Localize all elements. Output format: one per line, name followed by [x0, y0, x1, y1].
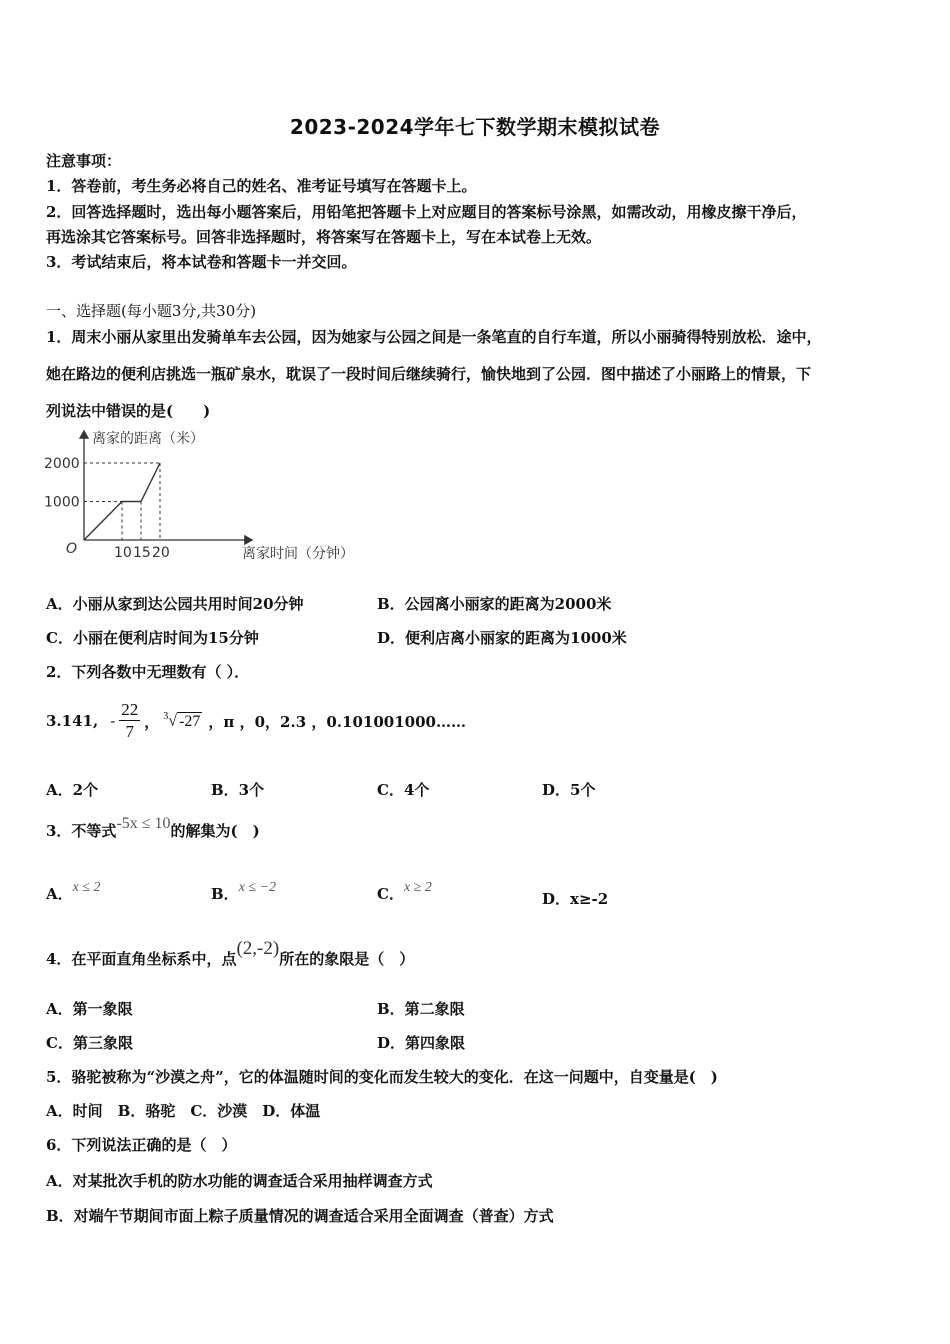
q5-stem: 5．骆驼被称为“沙漠之舟”，它的体温随时间的变化而发生较大的变化．在这一问题中，自变量是( ) [46, 1068, 718, 1086]
page-title: 2023-2024学年七下数学期末模拟试卷 [289, 115, 661, 139]
distance-time-chart [40, 425, 390, 570]
q1-option-a: A．小丽从家到达公园共用时间20分钟 [46, 595, 304, 613]
x-axis-label: 离家时间（分钟） [242, 546, 354, 562]
y-tick-label-2000: 2000 [44, 456, 80, 472]
q2-fraction [119, 700, 140, 743]
q2-frac-denominator: 7 [125, 721, 135, 741]
notes-heading: 注意事项： [46, 152, 122, 170]
q1-option-b: B．公园离小丽家的距离为2000米 [377, 595, 612, 613]
radical-icon: √ [168, 712, 178, 730]
q2-frac-numerator: 22 [121, 699, 139, 719]
q6-option-a: A．对某批次手机的防水功能的调查适合采用抽样调查方式 [46, 1172, 433, 1190]
q3-stem-post: 的解集为( ) [170, 822, 260, 840]
q2-root-index: 3 [163, 711, 169, 723]
q1-option-d: D．便利店离小丽家的距离为1000米 [377, 629, 627, 647]
q3-stem-pre: 3．不等式 [46, 822, 117, 840]
q3-option-b-math: x ≤ −2 [238, 880, 277, 895]
q5-options: A．时间 B．骆驼 C．沙漠 D．体温 [46, 1102, 321, 1120]
q2-option-d: D．5个 [542, 781, 596, 799]
q2-rest: ，π ，0，2.3 ，0.101001000…… [208, 712, 466, 731]
q2-option-a: A．2个 [46, 781, 99, 799]
q3-option-d: D．x≥-2 [542, 890, 609, 908]
q2-option-b: B．3个 [211, 781, 265, 799]
y-axis-label: 离家的距离（米） [92, 431, 204, 447]
q2-frac-sign: - [110, 712, 116, 730]
y-tick-label-1000: 1000 [44, 494, 80, 511]
q4-stem [46, 938, 415, 970]
q3-option-b [211, 880, 277, 904]
q2-option-c: C．4个 [377, 781, 430, 799]
x-tick-label-20: 20 [152, 545, 170, 561]
section-heading: 一、选择题(每小题3分,共30分) [46, 302, 257, 320]
x-tick-label-10: 10 [114, 545, 132, 561]
q3-option-b-label: B． [211, 885, 239, 903]
q6-stem: 6．下列说法正确的是（ ） [46, 1136, 237, 1154]
q2-cube-root [163, 711, 202, 730]
q3-stem [46, 815, 260, 841]
q4-option-b: B．第二象限 [377, 1000, 465, 1018]
q2-stem: 2．下列各数中无理数有（ ）． [46, 663, 250, 681]
q2-sep: ， [144, 712, 160, 731]
q2-root-arg: -27 [179, 712, 201, 730]
q3-option-a-label: A． [46, 885, 73, 903]
q4-option-d: D．第四象限 [377, 1034, 466, 1052]
q6-option-b: B．对端午节期间市面上粽子质量情况的调查适合采用全面调查（普查）方式 [46, 1207, 554, 1225]
q3-option-c-label: C． [377, 885, 404, 903]
q4-stem-post: 所在的象限是（ ） [279, 950, 415, 968]
q3-option-a-math: x ≤ 2 [72, 880, 101, 895]
q2-numbers-line [46, 698, 466, 744]
notes-item-1: 1．答卷前，考生务必将自己的姓名、准考证号填写在答题卡上。 [46, 177, 477, 195]
notes-item-2a: 2．回答选择题时，选出每小题答案后，用铅笔把答题卡上对应题目的答案标号涂黑，如需改动，用橡皮擦干净后， [46, 203, 807, 221]
q1-line-2: 她在路边的便利店挑选一瓶矿泉水，耽误了一段时间后继续骑行，愉快地到了公园．图中描述了小丽路上的情景，下 [46, 365, 812, 383]
q1-option-c: C．小丽在便利店时间为15分钟 [46, 629, 259, 647]
q1-line-1: 1．周末小丽从家里出发骑单车去公园，因为她家与公园之间是一条笔直的自行车道，所以小丽骑得特别放松．途中， [46, 328, 822, 346]
q4-option-a: A．第一象限 [46, 1000, 133, 1018]
q2-num-3141: 3.141, [46, 712, 99, 730]
q4-point: (2,-2) [236, 938, 280, 959]
q3-option-a [46, 880, 101, 904]
q3-inequality: -5x ≤ 10 [116, 815, 171, 832]
x-tick-label-15: 15 [133, 545, 151, 561]
q1-line-3: 列说法中错误的是( ) [46, 402, 211, 420]
q4-stem-pre: 4．在平面直角坐标系中，点 [46, 950, 237, 968]
notes-item-3: 3．考试结束后，将本试卷和答题卡一并交回。 [46, 253, 357, 271]
q3-option-c-math: x ≥ 2 [403, 880, 432, 895]
q3-option-c [377, 880, 432, 904]
notes-item-2b: 再选涂其它答案标号。回答非选择题时，将答案写在答题卡上，写在本试卷上无效。 [46, 228, 602, 246]
q4-option-c: C．第三象限 [46, 1034, 133, 1052]
origin-label: O [66, 541, 78, 557]
